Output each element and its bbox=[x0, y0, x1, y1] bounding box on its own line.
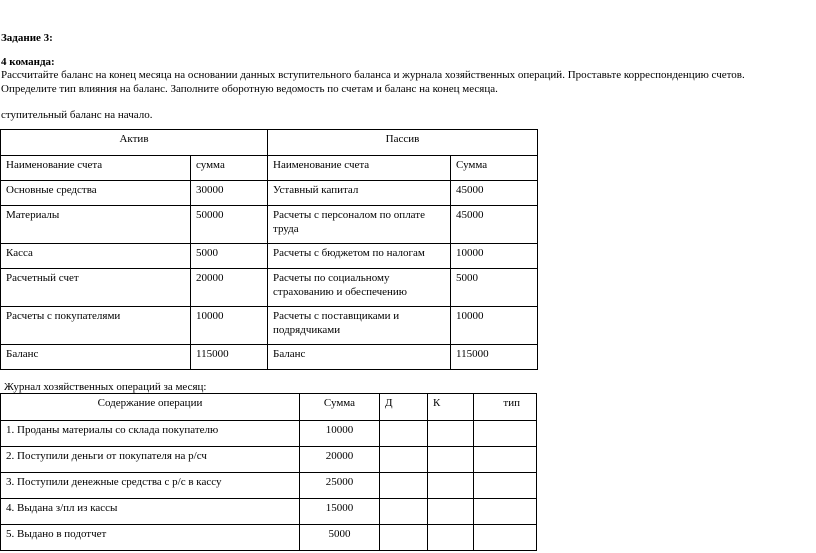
credit-cell[interactable] bbox=[428, 499, 474, 525]
passiv-total-amount: 115000 bbox=[451, 345, 538, 370]
journal-table bbox=[0, 393, 537, 551]
passiv-account: Расчеты с бюджетом по налогам bbox=[268, 244, 451, 269]
balance-header-row bbox=[1, 156, 538, 181]
passiv-account: Расчеты по социальному страхованию и обеспечению bbox=[268, 269, 451, 307]
table-row bbox=[1, 269, 538, 307]
type-cell[interactable] bbox=[474, 473, 537, 499]
aktiv-account: Расчетный счет bbox=[1, 269, 191, 307]
debit-cell[interactable] bbox=[380, 525, 428, 551]
passiv-header: Пассив bbox=[268, 130, 538, 156]
journal-caption: Журнал хозяйственных операций за месяц: bbox=[4, 381, 207, 393]
operation-text: 5. Выдано в подотчет bbox=[1, 525, 300, 551]
opening-balance-table bbox=[0, 129, 538, 370]
header-credit: К bbox=[428, 394, 474, 421]
table-row bbox=[1, 473, 537, 499]
instruction-line-2: Определите тип влияния на баланс. Заполните оборотную ведомость по счетам и баланс на конец месяца. bbox=[1, 83, 498, 95]
aktiv-account: Касса bbox=[1, 244, 191, 269]
header-operation: Содержание операции bbox=[1, 394, 300, 421]
header-amount: Сумма bbox=[451, 156, 538, 181]
balance-side-row bbox=[1, 130, 538, 156]
type-cell[interactable] bbox=[474, 525, 537, 551]
table-row bbox=[1, 181, 538, 206]
passiv-amount: 45000 bbox=[451, 181, 538, 206]
operation-text: 3. Поступили денежные средства с р/с в кассу bbox=[1, 473, 300, 499]
header-amount: Сумма bbox=[300, 394, 380, 421]
instruction-line-1: Рассчитайте баланс на конец месяца на основании данных вступительного баланса и журнала хозяйственных операций. Проставьте корреспонденцию счетов. bbox=[1, 69, 745, 81]
passiv-amount: 45000 bbox=[451, 206, 538, 244]
table-row bbox=[1, 499, 537, 525]
header-account-name: Наименование счета bbox=[268, 156, 451, 181]
credit-cell[interactable] bbox=[428, 525, 474, 551]
type-cell[interactable] bbox=[474, 499, 537, 525]
type-cell[interactable] bbox=[474, 421, 537, 447]
table-row bbox=[1, 525, 537, 551]
operation-amount: 5000 bbox=[300, 525, 380, 551]
balance-total-row bbox=[1, 345, 538, 370]
passiv-amount: 10000 bbox=[451, 244, 538, 269]
aktiv-amount: 30000 bbox=[191, 181, 268, 206]
task-title: Задание 3: bbox=[1, 32, 53, 44]
header-account-name: Наименование счета bbox=[1, 156, 191, 181]
aktiv-header: Актив bbox=[1, 130, 268, 156]
aktiv-amount: 10000 bbox=[191, 307, 268, 345]
passiv-amount: 10000 bbox=[451, 307, 538, 345]
header-amount: сумма bbox=[191, 156, 268, 181]
debit-cell[interactable] bbox=[380, 421, 428, 447]
balance-caption: ступительный баланс на начало. bbox=[1, 109, 153, 121]
aktiv-account: Основные средства bbox=[1, 181, 191, 206]
debit-cell[interactable] bbox=[380, 499, 428, 525]
table-row bbox=[1, 307, 538, 345]
aktiv-total-amount: 115000 bbox=[191, 345, 268, 370]
aktiv-amount: 20000 bbox=[191, 269, 268, 307]
aktiv-account: Расчеты с покупателями bbox=[1, 307, 191, 345]
aktiv-total-label: Баланс bbox=[1, 345, 191, 370]
operation-amount: 15000 bbox=[300, 499, 380, 525]
operation-amount: 10000 bbox=[300, 421, 380, 447]
table-row bbox=[1, 206, 538, 244]
aktiv-amount: 5000 bbox=[191, 244, 268, 269]
passiv-amount: 5000 bbox=[451, 269, 538, 307]
passiv-account: Расчеты с персоналом по оплате труда bbox=[268, 206, 451, 244]
journal-header-row bbox=[1, 394, 537, 421]
passiv-total-label: Баланс bbox=[268, 345, 451, 370]
operation-text: 1. Проданы материалы со склада покупателю bbox=[1, 421, 300, 447]
passiv-account: Уставный капитал bbox=[268, 181, 451, 206]
operation-text: 4. Выдана з/пл из кассы bbox=[1, 499, 300, 525]
aktiv-amount: 50000 bbox=[191, 206, 268, 244]
team-label: 4 команда: bbox=[1, 56, 55, 68]
credit-cell[interactable] bbox=[428, 473, 474, 499]
operation-amount: 25000 bbox=[300, 473, 380, 499]
aktiv-account: Материалы bbox=[1, 206, 191, 244]
header-debit: Д bbox=[380, 394, 428, 421]
credit-cell[interactable] bbox=[428, 447, 474, 473]
header-type: тип bbox=[474, 394, 537, 421]
table-row bbox=[1, 421, 537, 447]
type-cell[interactable] bbox=[474, 447, 537, 473]
operation-amount: 20000 bbox=[300, 447, 380, 473]
operation-text: 2. Поступили деньги от покупателя на р/сч bbox=[1, 447, 300, 473]
table-row bbox=[1, 244, 538, 269]
debit-cell[interactable] bbox=[380, 447, 428, 473]
passiv-account: Расчеты с поставщиками и подрядчиками bbox=[268, 307, 451, 345]
debit-cell[interactable] bbox=[380, 473, 428, 499]
table-row bbox=[1, 447, 537, 473]
credit-cell[interactable] bbox=[428, 421, 474, 447]
